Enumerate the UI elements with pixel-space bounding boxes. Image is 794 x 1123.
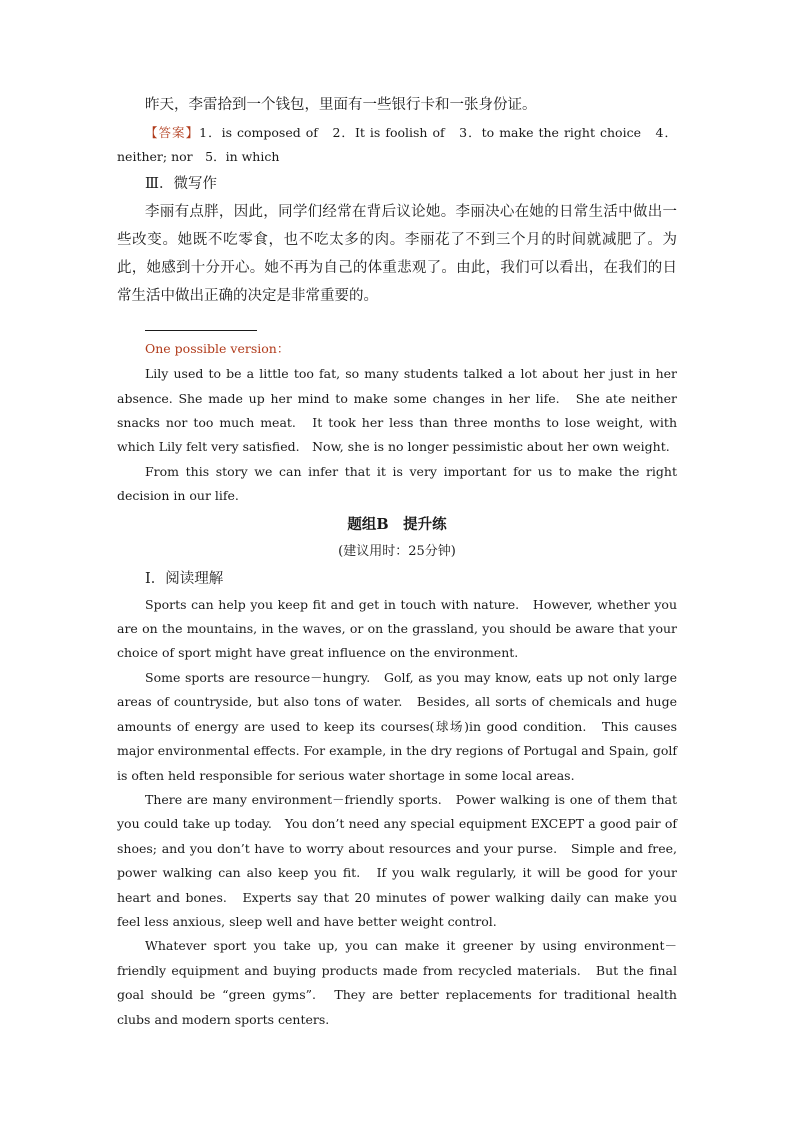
sample-essay-paragraph: From this story we can infer that it is very important for us to make the right decision in our life. bbox=[117, 463, 677, 504]
answer-key bbox=[117, 121, 677, 170]
section-heading-reading: Ⅰ．阅读理解 bbox=[145, 570, 224, 587]
writing-prompt: 李丽有点胖，因此，同学们经常在背后议论她。李丽决心在她的日常生活中做出一些改变。她既不吃零食，也不吃太多的肉。李丽花了不到三个月的时间就减肥了。为此，她感到十分开心。她不再为自己的体重悲观了。由此，我们可以看出，在我们的日常生活中做出正确的决定是非常重要的。 bbox=[117, 203, 677, 304]
group-title: 题组B 提升练 bbox=[347, 515, 447, 533]
reading-paragraph: Whatever sport you take up, you can make it greener by using environment－friendly equipment and buying products made from recycled materials. But the final goal should be “green gyms”. They are better replacements for traditional health clubs and modern sports centers. bbox=[117, 938, 677, 1027]
answer-text: 1．is composed of 2．It is foolish of 3．to make the right choice 4．neither; nor 5．in which bbox=[117, 125, 677, 165]
sample-essay-paragraph: Lily used to be a little too fat, so many students talked a lot about her just in her absence. She made up her mind to make some changes in her life. She ate neither snacks nor too much meat. It took her less than three months to lose weight, with which Lily felt very satisfied. Now, she is no longer pessimistic about her own weight. bbox=[117, 366, 677, 455]
possible-version-label: One possible version： bbox=[145, 340, 290, 356]
translation-sentence: 昨天，李雷拾到一个钱包，里面有一些银行卡和一张身份证。 bbox=[145, 97, 537, 113]
section-heading-writing: Ⅲ．微写作 bbox=[145, 175, 217, 192]
divider-rule bbox=[145, 330, 257, 331]
reading-paragraph: Some sports are resource－hungry. Golf, as you may know, eats up not only large areas of countryside, but also tons of water. Besides, all sorts of chemicals and huge amounts of energy are used to keep its courses(球场)in good condition. This causes major environmental effects. For example, in the dry regions of Portugal and Spain, golf is often held responsible for serious water shortage in some local areas. bbox=[117, 669, 677, 783]
reading-paragraph: There are many environment－friendly sports. Power walking is one of them that you could take up today. You don’t need any special equipment EXCEPT a good pair of shoes; and you don’t have to worry about resources and your purse. Simple and free, power walking can also keep you fit. If you walk regularly, it will be good for your heart and bones. Experts say that 20 minutes of power walking daily can make you feel less anxious, sleep well and have better weight control. bbox=[117, 791, 677, 929]
answer-label: 【答案】 bbox=[145, 125, 200, 140]
suggested-time: (建议用时：25分钟) bbox=[338, 543, 456, 559]
document-page bbox=[117, 92, 677, 1032]
reading-paragraph: Sports can help you keep fit and get in touch with nature. However, whether you are on the mountains, in the waves, or on the grassland, you should be aware that your choice of sport might have great influence on the environment. bbox=[117, 596, 677, 661]
